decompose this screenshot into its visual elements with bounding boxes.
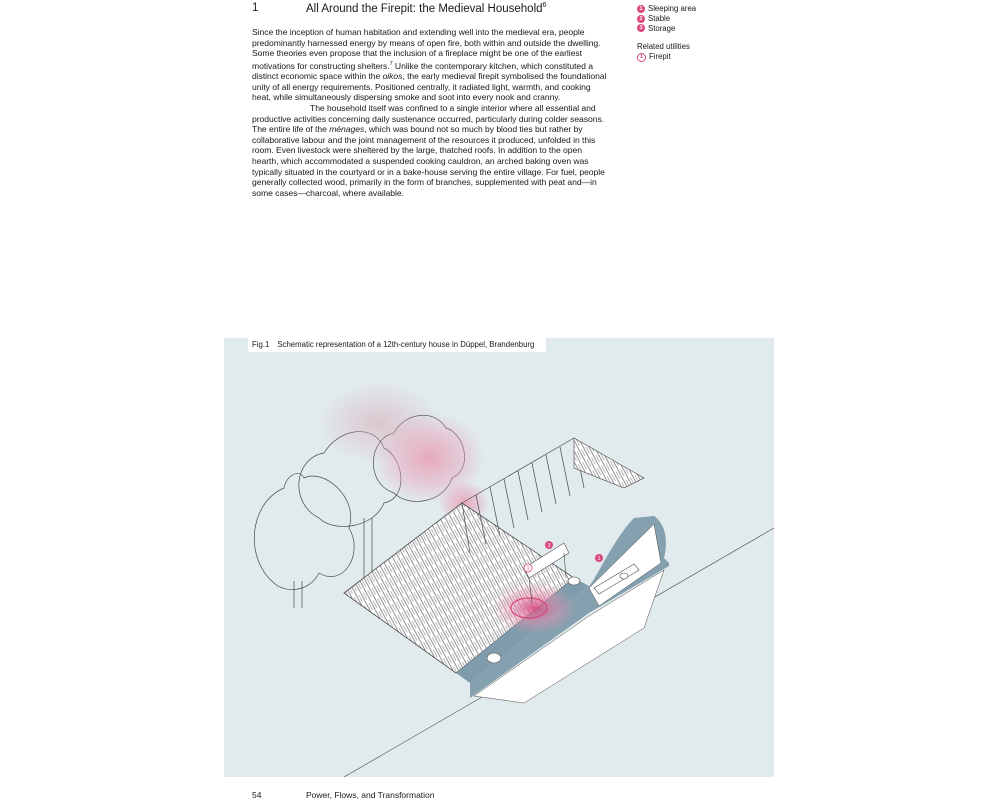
legend-marker-icon: 2 (637, 15, 645, 23)
paragraph-1-part-c: , the early medieval firepit symbolised the foundational unity of all energy requirements. Positioned centrally, it radiated light, warmth, and cooking heat, while simultaneously dispersing smoke and soot into every nook and cranny. (252, 71, 607, 103)
paragraph-1-part-b: Unlike the contemporary kitchen, which constituted a distinct economic space within the (252, 60, 593, 82)
marker-storage-label: 3 (547, 543, 551, 549)
marker-sleeping-label: 1 (597, 556, 601, 562)
legend-label: Storage (648, 23, 676, 33)
page-number: 54 (252, 790, 262, 800)
footnote-ref-7: 7 (389, 60, 393, 67)
paragraph-2-part-a: The household itself was confined to a single interior where all essential and productive activities concerning daily sustenance occurred, particularly during colder seasons. The entire life of the (252, 103, 605, 135)
firepit-glow (492, 582, 576, 634)
chapter-title (306, 2, 546, 15)
utility-marker-icon: 1 (637, 53, 646, 62)
legend-label: Stable (648, 13, 671, 23)
legend-item-sleeping-area (637, 4, 696, 14)
figure-caption (248, 338, 546, 352)
figure-illustration (224, 338, 774, 777)
legend-label: Firepit (649, 52, 671, 62)
italic-term-oikos: oikos (382, 71, 403, 82)
legend-marker-icon: 3 (637, 24, 645, 32)
paragraph-1 (252, 27, 610, 103)
legend-item-storage (637, 24, 696, 34)
legend-label: Sleeping area (648, 4, 697, 13)
figure-caption-text: Schematic representation of a 12th-century house in Düppel, Brandenburg (277, 340, 535, 349)
chapter-title-footnote: 6 (542, 2, 547, 9)
italic-term-menages: ménages (329, 124, 365, 135)
legend-item-firepit (637, 52, 696, 62)
legend-item-stable (637, 14, 696, 24)
paragraph-2-part-b: , which was bound not so much by blood ties but rather by collaborative labour and the joint management of the resources it produced, unfolded in this room. Even livestock were sheltered by the large, thatched roofs. In addition to the open hearth, which accommodated a suspended cooking cauldron, an arched baking oven was typically situated in the courtyard or in a bake-house serving the entire village. For fuel, people generally collected wood, primarily in the form of branches, supplemented with peat and—in some cases—charcoal, where available. (252, 124, 605, 198)
roof-right-thatch (574, 438, 644, 488)
paragraph-2 (252, 103, 610, 198)
legend-marker-icon: 1 (637, 5, 645, 13)
figure-id: Fig.1 (252, 340, 270, 349)
chapter-number: 1 (252, 2, 259, 14)
chapter-title-text: All Around the Firepit: the Medieval Household (306, 2, 543, 15)
figure-legend (637, 4, 696, 62)
running-head: Power, Flows, and Transformation (306, 790, 435, 800)
related-utilities-heading: Related utilities (637, 42, 690, 52)
house-illustration (224, 338, 774, 777)
body-text (252, 27, 610, 198)
ground-line-back (524, 348, 774, 478)
marker-firepit-label: 1 (526, 566, 530, 572)
paragraph-1-part-a: Since the inception of human habitation and extending well into the medieval era, people predominantly harnessed energy by means of open fire, both within and outside the dwelling. Some theories even propose that the inclusion of a fireplace might be one of the earliest motivations for constructing shelters. (252, 27, 601, 71)
